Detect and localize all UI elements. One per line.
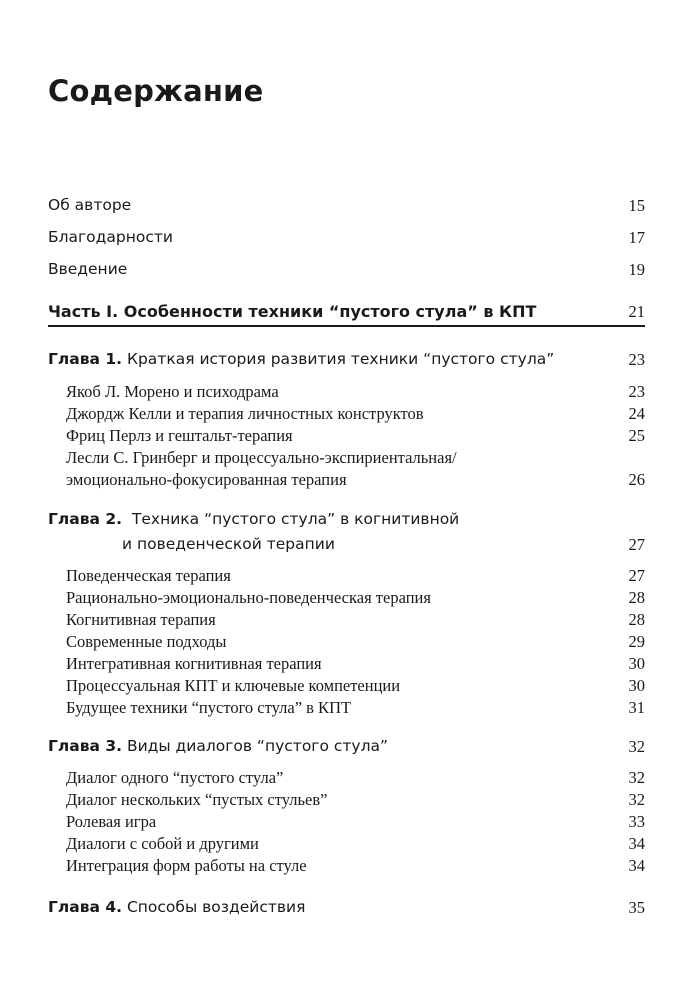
chapter-page: 27 — [628, 535, 645, 554]
section-label: Диалоги с собой и другими — [66, 834, 259, 853]
chapter-title: Краткая история развития техники “пустого стула” — [126, 350, 555, 368]
toc-section-entry — [0, 698, 699, 720]
section-label: Якоб Л. Морено и психодрама — [66, 382, 279, 401]
section-page: 25 — [628, 426, 645, 445]
toc-chapter-entry — [0, 898, 699, 920]
toc-entry — [0, 196, 699, 218]
section-page: 31 — [628, 698, 645, 717]
section-label: Джордж Келли и терапия личностных конструктов — [66, 404, 424, 423]
section-label: Современные подходы — [66, 632, 227, 651]
section-page: 26 — [628, 470, 645, 489]
toc-section-entry — [0, 566, 699, 588]
toc-entry-page: 19 — [628, 260, 645, 279]
toc-section-entry — [0, 382, 699, 404]
chapter-title: Техника “пустого стула” в когнитивной — [131, 510, 460, 528]
section-label: Диалог нескольких “пустых стульев” — [66, 790, 328, 809]
section-label: Рационально-эмоционально-поведенческая терапия — [66, 588, 431, 607]
toc-section-entry — [0, 676, 699, 698]
toc-entry-label: Введение — [48, 260, 128, 278]
toc-section-entry — [0, 790, 699, 812]
toc-section-entry — [0, 632, 699, 654]
toc-section-entry — [0, 426, 699, 448]
chapter-title: Виды диалогов “пустого стула” — [126, 737, 389, 755]
section-label: Интеграция форм работы на стуле — [66, 856, 307, 875]
section-page: 28 — [628, 588, 645, 607]
chapter-page: 35 — [628, 898, 645, 917]
toc-section-entry — [0, 470, 699, 492]
section-label: Процессуальная КПТ и ключевые компетенции — [66, 676, 401, 695]
chapter-prefix: Глава 3. — [48, 737, 123, 755]
section-page: 27 — [628, 566, 645, 585]
toc-entry-page: 17 — [628, 228, 645, 247]
chapter-page: 23 — [628, 350, 645, 369]
chapter-title-line2: и поведенческой терапии — [122, 535, 335, 553]
section-label: Ролевая игра — [66, 812, 157, 831]
section-page: 29 — [628, 632, 645, 651]
toc-part-entry — [0, 302, 699, 324]
section-page: 34 — [628, 834, 645, 853]
toc-section-entry — [0, 812, 699, 834]
section-label: Интегративная когнитивная терапия — [66, 654, 322, 673]
section-page: 34 — [628, 856, 645, 875]
chapter-prefix: Глава 2. — [48, 510, 123, 528]
chapter-page: 32 — [628, 737, 645, 756]
toc-section-entry — [0, 610, 699, 632]
section-page: 33 — [628, 812, 645, 831]
section-label: Будущее техники “пустого стула” в КПТ — [66, 698, 352, 717]
toc-section-entry — [0, 448, 699, 470]
section-page: 24 — [628, 404, 645, 423]
part-divider — [48, 325, 645, 327]
part-title: Часть I. Особенности техники “пустого стула” в КПТ — [48, 302, 537, 321]
toc-section-entry — [0, 404, 699, 426]
chapter-title: Способы воздействия — [126, 898, 306, 916]
section-label: Поведенческая терапия — [66, 566, 231, 585]
toc-section-entry — [0, 856, 699, 878]
toc-section-entry — [0, 834, 699, 856]
toc-section-entry — [0, 588, 699, 610]
chapter-prefix: Глава 4. — [48, 898, 123, 916]
section-page: 32 — [628, 790, 645, 809]
section-label: Фриц Перлз и гештальт-терапия — [66, 426, 293, 445]
toc-section-entry — [0, 654, 699, 676]
toc-entry — [0, 228, 699, 250]
section-page: 30 — [628, 676, 645, 695]
page-title: Содержание — [48, 74, 264, 108]
chapter-prefix: Глава 1. — [48, 350, 123, 368]
section-page: 30 — [628, 654, 645, 673]
toc-chapter-entry — [0, 350, 699, 372]
toc-entry-label: Об авторе — [48, 196, 132, 214]
toc-section-entry — [0, 768, 699, 790]
chapter-heading — [48, 510, 459, 528]
toc-chapter-entry-continued — [0, 535, 699, 557]
section-page: 32 — [628, 768, 645, 787]
section-label: Лесли С. Гринберг и процессуально-экспириентальная/ — [66, 448, 457, 467]
section-label: эмоционально-фокусированная терапия — [66, 470, 347, 489]
toc-chapter-entry — [0, 737, 699, 759]
toc-entry-page: 15 — [628, 196, 645, 215]
chapter-heading — [48, 898, 305, 916]
toc-chapter-entry — [0, 510, 699, 532]
section-label: Диалог одного “пустого стула” — [66, 768, 284, 787]
part-page: 21 — [628, 302, 645, 321]
toc-entry-label: Благодарности — [48, 228, 173, 246]
section-label: Когнитивная терапия — [66, 610, 216, 629]
section-page: 28 — [628, 610, 645, 629]
section-page: 23 — [628, 382, 645, 401]
toc-entry — [0, 260, 699, 282]
chapter-heading — [48, 350, 554, 368]
chapter-heading — [48, 737, 388, 755]
